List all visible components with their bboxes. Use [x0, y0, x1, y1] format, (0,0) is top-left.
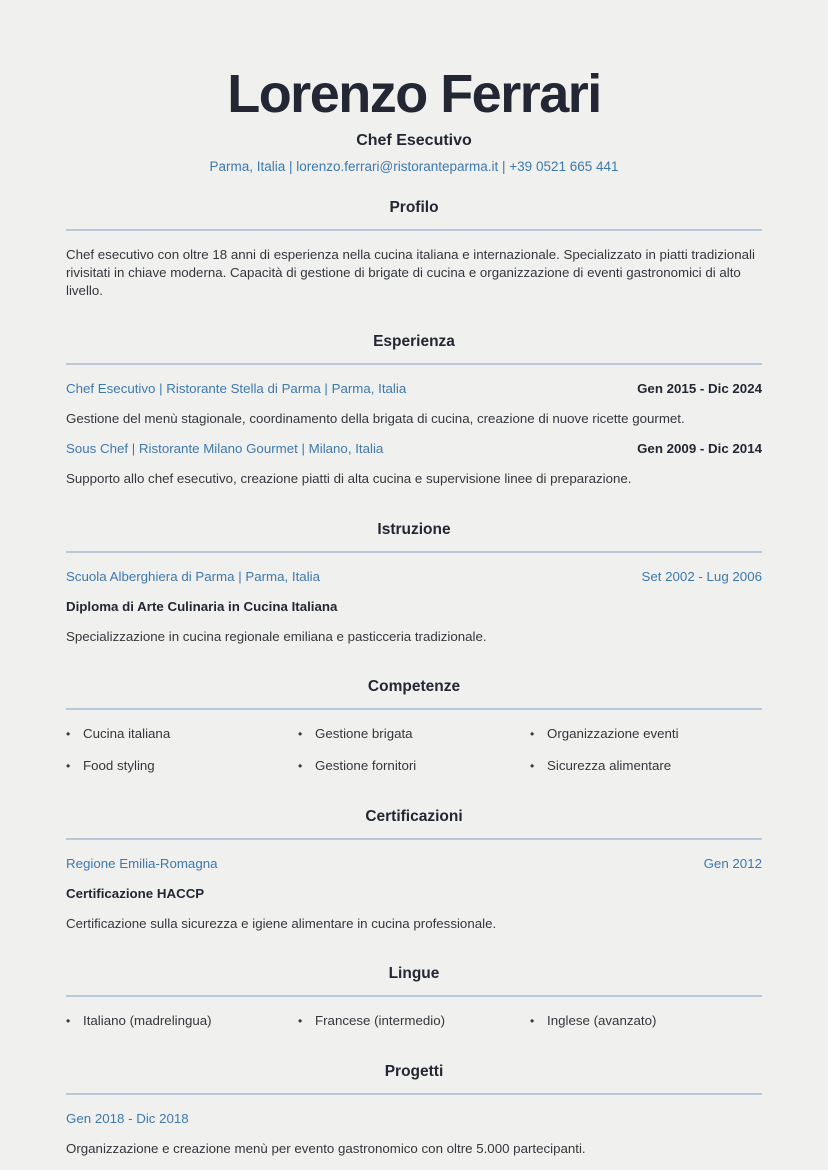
language-label: Italiano (madrelingua)	[83, 1013, 212, 1029]
divider	[66, 551, 762, 553]
project-entry	[66, 1110, 762, 1158]
project-description: Organizzazione e creazione menù per evento gastronomico con oltre 5.000 partecipanti.	[66, 1141, 586, 1157]
bullet-icon: •	[66, 727, 71, 742]
contact-line[interactable]: Parma, Italia | lorenzo.ferrari@ristoranteparma.it | +39 0521 665 441	[209, 158, 619, 174]
divider	[66, 363, 762, 365]
section-heading-projects: Progetti	[384, 1063, 444, 1081]
bullet-icon: •	[530, 1014, 535, 1029]
experience-entry	[66, 440, 762, 488]
section-profile	[0, 199, 828, 300]
bullet-icon: •	[298, 1014, 303, 1029]
section-experience	[0, 333, 828, 488]
skills-list	[66, 725, 762, 774]
candidate-job-title: Chef Esecutivo	[356, 131, 472, 149]
profile-text: Chef esecutivo con oltre 18 anni di esperienza nella cucina italiana e internazionale. Specializzato in piatti tradizionali rivisitati in chiave moderna. Capacità di gestione di brigate di cucina e organizzazione di eventi gastronomici di alto livello.	[66, 246, 755, 298]
language-item	[298, 1012, 530, 1030]
experience-description: Supporto allo chef esecutivo, creazione piatti di alta cucina e supervisione linee di preparazione.	[66, 470, 632, 486]
divider	[66, 838, 762, 840]
bullet-icon: •	[66, 759, 71, 774]
skill-label: Sicurezza alimentare	[547, 758, 672, 774]
divider	[66, 708, 762, 710]
resume-header	[0, 0, 828, 174]
skill-item	[530, 757, 762, 775]
section-heading-education: Istruzione	[377, 520, 451, 538]
divider	[66, 1093, 762, 1095]
skill-item	[298, 725, 530, 743]
skill-label: Cucina italiana	[83, 726, 171, 742]
experience-dates: Gen 2015 - Dic 2024	[637, 380, 762, 396]
candidate-name: Lorenzo Ferrari	[227, 64, 601, 124]
section-heading-certifications: Certificazioni	[365, 807, 463, 825]
certification-dates: Gen 2012	[703, 855, 762, 871]
certification-entry	[66, 855, 762, 933]
language-label: Francese (intermedio)	[315, 1013, 446, 1029]
experience-title-link[interactable]: Sous Chef | Ristorante Milano Gourmet | Milano, Italia	[66, 440, 384, 456]
languages-list	[66, 1012, 762, 1030]
skill-label: Organizzazione eventi	[547, 726, 679, 742]
education-school-link[interactable]: Scuola Alberghiera di Parma | Parma, Italia	[66, 568, 321, 584]
bullet-icon: •	[530, 759, 535, 774]
divider	[66, 229, 762, 231]
section-skills	[0, 678, 828, 774]
certification-issuer-link[interactable]: Regione Emilia-Romagna	[66, 855, 218, 871]
experience-title-link[interactable]: Chef Esecutivo | Ristorante Stella di Parma | Parma, Italia	[66, 380, 407, 396]
section-certifications	[0, 808, 828, 933]
experience-description: Gestione del menù stagionale, coordinamento della brigata di cucina, creazione di nuove ricette gourmet.	[66, 410, 685, 426]
section-education	[0, 521, 828, 646]
language-item	[66, 1012, 298, 1030]
skill-item	[298, 757, 530, 775]
education-entry	[66, 568, 762, 646]
section-languages	[0, 965, 828, 1030]
skill-item	[66, 725, 298, 743]
education-dates: Set 2002 - Lug 2006	[641, 568, 762, 584]
skill-label: Food styling	[83, 758, 155, 774]
certification-name: Certificazione HACCP	[66, 885, 205, 901]
education-description: Specializzazione in cucina regionale emiliana e pasticceria tradizionale.	[66, 628, 487, 644]
language-item	[530, 1012, 762, 1030]
section-projects	[0, 1063, 828, 1158]
bullet-icon: •	[530, 727, 535, 742]
certification-description: Certificazione sulla sicurezza e igiene alimentare in cucina professionale.	[66, 915, 497, 931]
bullet-icon: •	[298, 759, 303, 774]
bullet-icon: •	[298, 727, 303, 742]
project-dates: Gen 2018 - Dic 2018	[66, 1111, 189, 1127]
experience-dates: Gen 2009 - Dic 2014	[637, 440, 762, 456]
section-heading-skills: Competenze	[367, 678, 461, 696]
education-degree: Diploma di Arte Culinaria in Cucina Italiana	[66, 598, 338, 614]
section-heading-experience: Esperienza	[373, 332, 455, 350]
skill-label: Gestione brigata	[315, 726, 413, 742]
skill-label: Gestione fornitori	[315, 758, 417, 774]
section-heading-languages: Lingue	[388, 965, 440, 983]
divider	[66, 995, 762, 997]
section-heading-profile: Profilo	[389, 198, 439, 216]
experience-entry	[66, 380, 762, 428]
skill-item	[530, 725, 762, 743]
skill-item	[66, 757, 298, 775]
language-label: Inglese (avanzato)	[547, 1013, 657, 1029]
bullet-icon: •	[66, 1014, 71, 1029]
